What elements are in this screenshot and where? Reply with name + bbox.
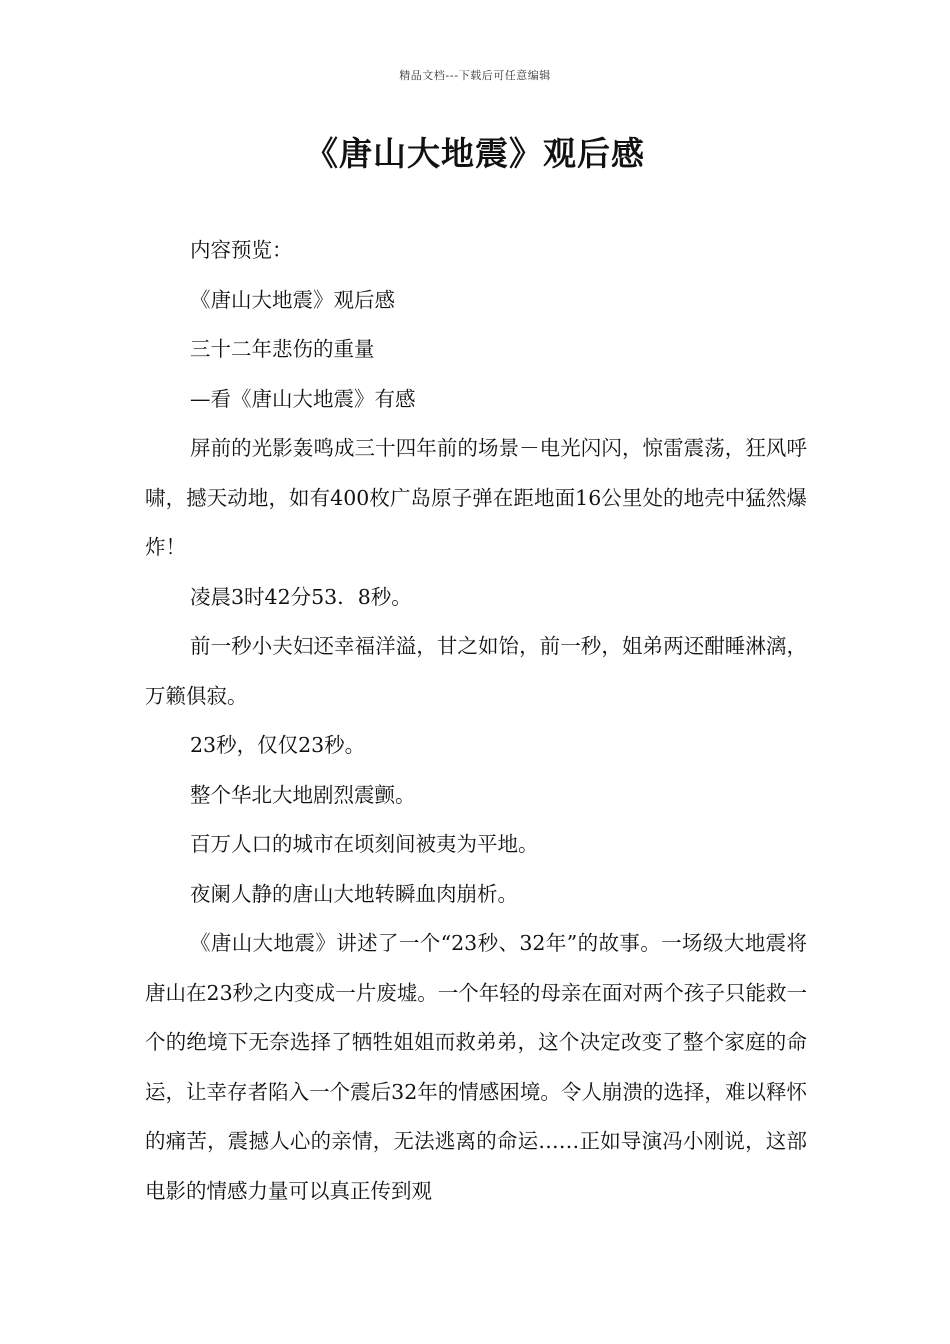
- paragraph-byline: —看《唐山大地震》有感: [190, 386, 416, 411]
- paragraph-heading: 三十二年悲伤的重量: [190, 337, 375, 361]
- paragraph-body: 百万人口的城市在顷刻间被夷为平地。: [190, 832, 539, 856]
- paragraph-subtitle: 《唐山大地震》观后感: [190, 287, 395, 312]
- document-title: 《唐山大地震》观后感: [305, 134, 645, 173]
- document-body: [145, 226, 807, 1216]
- paragraph-body: 前一秒小夫妇还幸福洋溢，甘之如饴，前一秒，姐弟两还酣睡淋漓，万籁俱寂。: [145, 634, 807, 708]
- paragraph-preview-label: 内容预览：: [190, 238, 293, 262]
- paragraph-body: 23秒，仅仅23秒。: [190, 733, 366, 757]
- paragraph-body: 整个华北大地剧烈震颤。: [190, 782, 416, 807]
- paragraph-body: 凌晨3时42分53．8秒。: [190, 584, 412, 609]
- paragraph-body: 夜阑人静的唐山大地转瞬血肉崩析。: [190, 881, 518, 906]
- header-note: 精品文档---下载后可任意编辑: [399, 69, 551, 82]
- paragraph-body: 屏前的光影轰鸣成三十四年前的场景－电光闪闪，惊雷震荡，狂风呼啸，撼天动地，如有400枚广岛原子弹在距地面16公里处的地壳中猛然爆炸！: [145, 436, 807, 559]
- paragraph-body: 《唐山大地震》讲述了一个“23秒、32年”的故事。一场级大地震将唐山在23秒之内变成一片废墟。一个年轻的母亲在面对两个孩子只能救一个的绝境下无奈选择了牺牲姐姐而救弟弟，这个决定改变了整个家庭的命运，让幸存者陷入一个震后32年的情感困境。令人崩溃的选择，难以释怀的痛苦，震撼人心的亲情，无法逃离的命运……正如导演冯小刚说，这部电影的情感力量可以真正传到观: [145, 931, 807, 1203]
